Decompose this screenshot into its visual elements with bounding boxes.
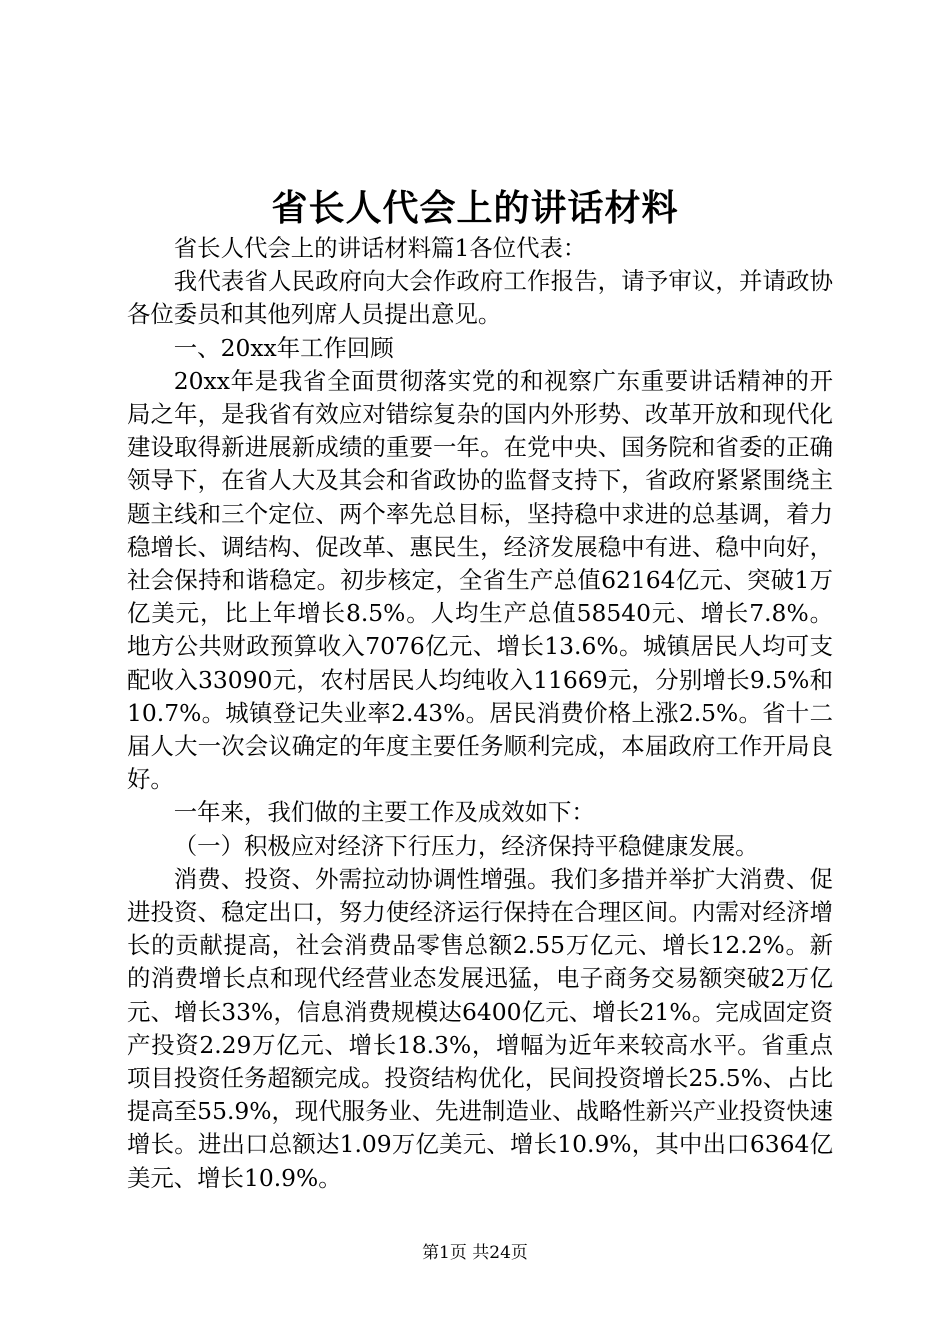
paragraph-work-summary: 一年来，我们做的主要工作及成效如下： [173,798,595,827]
page-footer: 第1页 共24页 [422,1243,528,1263]
paragraph-intro: 我代表省人民政府向大会作政府工作报告，请予审议，并请政协各位委员和其他列席人员提出意见。 [127,267,833,329]
subsection-heading-1: （一）积极应对经济下行压力，经济保持平稳健康发展。 [173,831,759,860]
document-body [127,232,833,1195]
paragraph-overview: 20xx年是我省全面贯彻落实党的和视察广东重要讲话精神的开局之年，是我省有效应对错综复杂的国内外形势、改革开放和现代化建设取得新进展新成绩的重要一年。在党中央、国务院和省委的正确领导下，在省人大及其会和省政协的监督支持下，省政府紧紧围绕主题主线和三个定位、两个率先总目标，坚持稳中求进的总基调，着力稳增长、调结构、促改革、惠民生，经济发展稳中有进、稳中向好，社会保持和谐稳定。初步核定，全省生产总值62164亿元、突破1万亿美元，比上年增长8.5%。人均生产总值58540元、增长7.8%。地方公共财政预算收入7076亿元、增长13.6%。城镇居民人均可支配收入33090元，农村居民人均纯收入11669元，分别增长9.5%和10.7%。城镇登记失业率2.43%。居民消费价格上涨2.5%。省十二届人大一次会议确定的年度主要任务顺利完成，本届政府工作开局良好。 [127,366,833,794]
section-heading-review: 一、20xx年工作回顾 [173,333,394,362]
paragraph-greeting: 省长人代会上的讲话材料篇1各位代表： [173,234,587,262]
paragraph-consumption-investment: 消费、投资、外需拉动协调性增强。我们多措并举扩大消费、促进投资、稳定出口，努力使经济运行保持在合理区间。内需对经济增长的贡献提高，社会消费品零售总额2.55万亿元、增长12.2%。新的消费增长点和现代经营业态发展迅猛，电子商务交易额突破2万亿元、增长33%，信息消费规模达6400亿元、增长21%。完成固定资产投资2.29万亿元、增长18.3%，增幅为近年来较高水平。省重点项目投资任务超额完成。投资结构优化，民间投资增长25.5%、占比提高至55.9%，现代服务业、先进制造业、战略性新兴产业投资快速增长。进出口总额达1.09万亿美元、增长10.9%，其中出口6364亿美元、增长10.9%。 [127,864,833,1192]
document-title: 省长人代会上的讲话材料 [271,187,679,229]
